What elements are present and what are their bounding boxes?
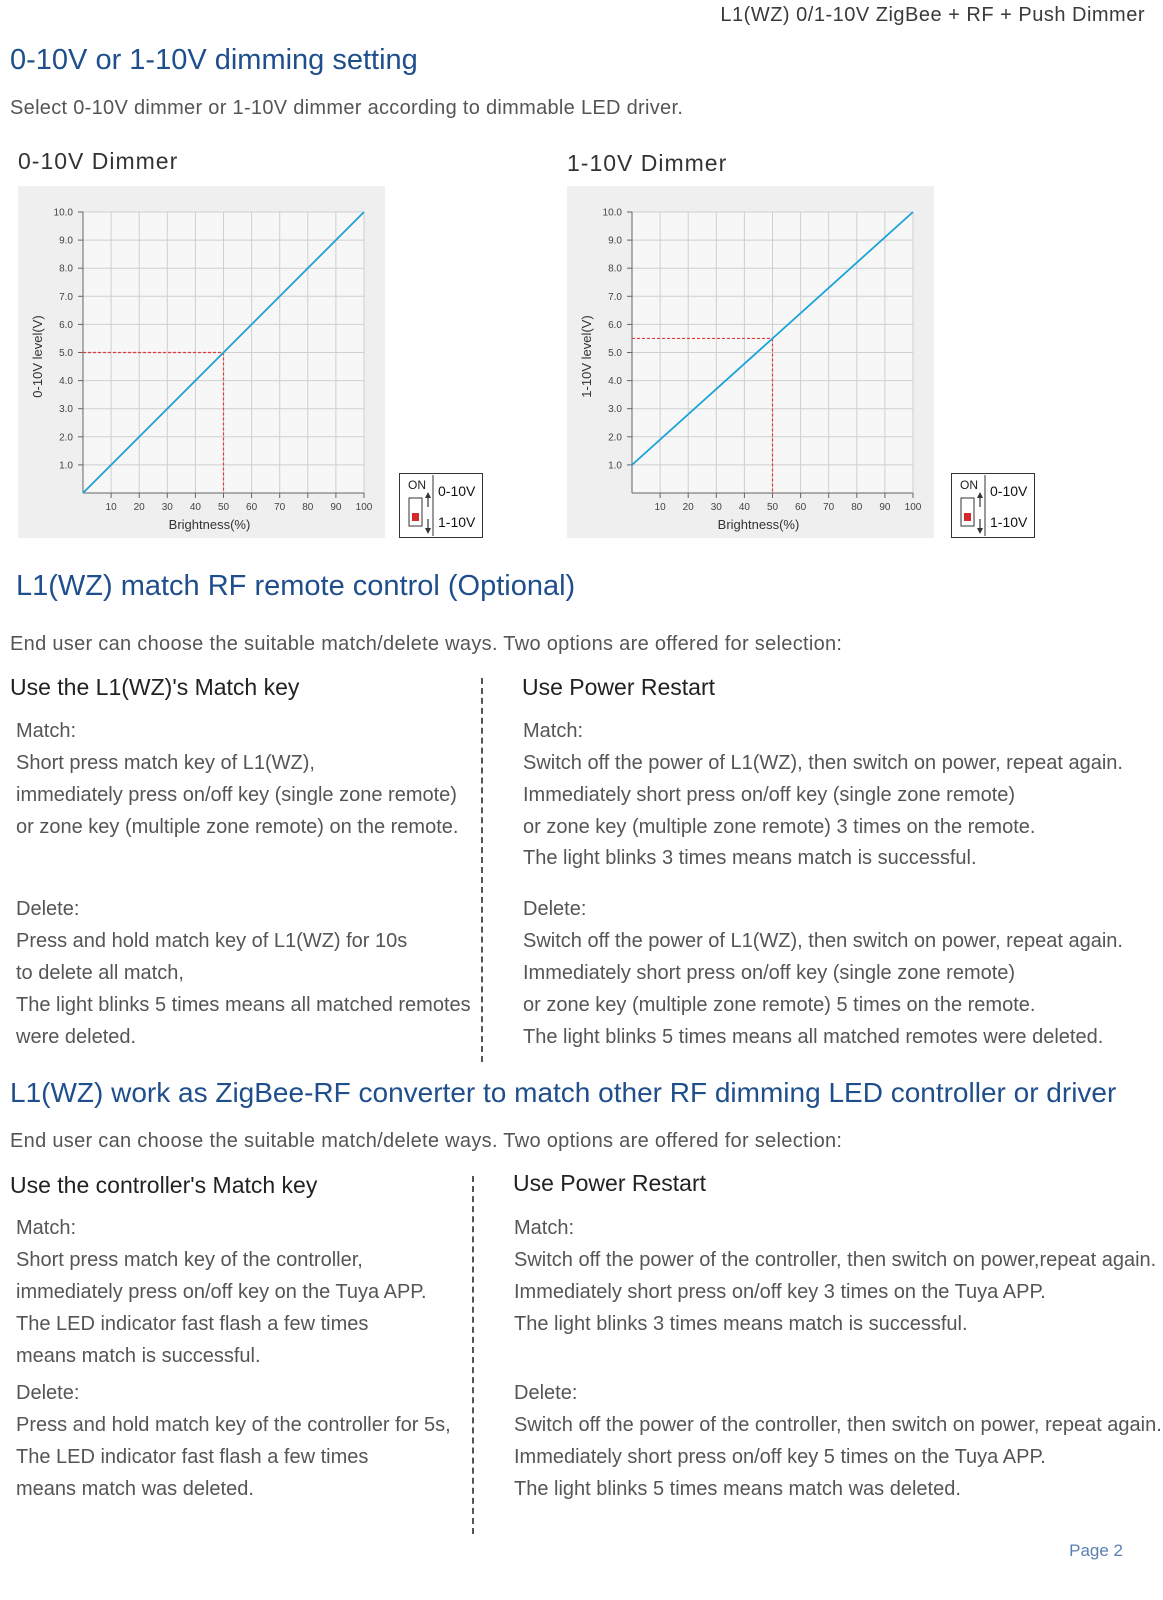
y-axis-label: 1-10V level(V): [579, 315, 594, 398]
section-title-rf-remote: L1(WZ) match RF remote control (Optional): [16, 570, 576, 602]
y-tick-label: 9.0: [608, 235, 622, 247]
delete-line: or zone key (multiple zone remote) 5 times on the remote.: [523, 994, 1036, 1016]
x-tick-label: 70: [274, 502, 286, 513]
y-tick-label: 10.0: [602, 207, 622, 219]
y-tick-label: 6.0: [59, 319, 73, 331]
chart-panel-0-10v: [18, 186, 385, 538]
delete-label: Delete:: [16, 1382, 80, 1404]
document-header: L1(WZ) 0/1-10V ZigBee + RF + Push Dimmer: [720, 4, 1145, 26]
switch-slot: [961, 498, 974, 526]
x-tick-label: 80: [302, 502, 314, 513]
match-line: immediately press on/off key (single zone remote): [16, 784, 457, 806]
section-title-dimming-setting: 0-10V or 1-10V dimming setting: [10, 44, 418, 76]
delete-line: The light blinks 5 times means match was deleted.: [514, 1478, 961, 1500]
match-label: Match:: [16, 1217, 77, 1239]
column-divider: [472, 1176, 474, 1534]
section-intro-converter: End user can choose the suitable match/delete ways. Two options are offered for selection:: [10, 1130, 843, 1152]
match-line: Short press match key of the controller,: [16, 1249, 363, 1271]
delete-label: Delete:: [16, 898, 80, 920]
delete-line: Press and hold match key of L1(WZ) for 10s: [16, 930, 408, 952]
page-number: Page 2: [1069, 1541, 1123, 1560]
delete-label: Delete:: [523, 898, 587, 920]
delete-line: means match was deleted.: [16, 1478, 254, 1500]
y-tick-label: 8.0: [608, 263, 622, 275]
delete-line: Immediately short press on/off key (single zone remote): [523, 962, 1016, 984]
y-tick-label: 2.0: [59, 432, 73, 444]
match-line: Short press match key of L1(WZ),: [16, 752, 315, 774]
match-line: The light blinks 3 times means match is successful.: [514, 1313, 968, 1335]
y-tick-label: 3.0: [608, 404, 622, 416]
dip-switch-1: [951, 473, 1035, 538]
chart-title-0-10v: 0-10V Dimmer: [18, 148, 179, 174]
y-tick-label: 4.0: [59, 376, 73, 388]
y-tick-label: 10.0: [53, 207, 73, 219]
x-tick-label: 60: [246, 502, 258, 513]
option-title-power-restart: Use Power Restart: [522, 674, 716, 700]
switch-label-bottom: 1-10V: [438, 514, 476, 530]
match-line: The light blinks 3 times means match is successful.: [523, 847, 977, 869]
y-tick-label: 1.0: [59, 460, 73, 472]
dip-switch-graphic: [952, 474, 1034, 537]
chart-1-10v: [567, 186, 934, 538]
chart-panel-1-10v: [567, 186, 934, 538]
option-title-match-key: Use the L1(WZ)'s Match key: [10, 674, 300, 700]
switch-label-top: 0-10V: [990, 483, 1028, 499]
delete-line: Switch off the power of the controller, then switch on power, repeat again.: [514, 1414, 1162, 1436]
y-tick-label: 1.0: [608, 460, 622, 472]
switch-on-label: ON: [960, 478, 978, 492]
section-title-zigbee-rf-converter: L1(WZ) work as ZigBee-RF converter to match other RF dimming LED controller or driver: [10, 1077, 1117, 1108]
switch-slot: [409, 498, 422, 526]
x-tick-label: 50: [766, 502, 779, 513]
delete-line: to delete all match,: [16, 962, 184, 984]
down-arrow-head-icon: [425, 528, 431, 534]
switch-knob: [964, 513, 971, 521]
x-tick-label: 70: [823, 502, 835, 513]
match-line: The LED indicator fast flash a few times: [16, 1313, 369, 1335]
switch-label-bottom: 1-10V: [990, 514, 1028, 530]
match-label: Match:: [523, 720, 584, 742]
section-intro-rf-remote: End user can choose the suitable match/delete ways. Two options are offered for selection:: [10, 633, 843, 655]
y-tick-label: 7.0: [608, 291, 622, 303]
match-line: or zone key (multiple zone remote) 3 times on the remote.: [523, 816, 1036, 838]
x-tick-label: 80: [851, 502, 863, 513]
x-tick-label: 40: [738, 502, 750, 513]
dip-switch-0: [399, 473, 483, 538]
y-axis-label: 0-10V level(V): [30, 315, 45, 398]
up-arrow-head-icon: [977, 492, 983, 498]
x-axis-label: Brightness(%): [717, 517, 800, 532]
delete-line: Switch off the power of L1(WZ), then switch on power, repeat again.: [523, 930, 1123, 952]
column-divider: [481, 678, 483, 1062]
x-tick-label: 10: [105, 502, 117, 513]
match-line: Switch off the power of the controller, then switch on power,repeat again.: [514, 1249, 1157, 1271]
option-title-controller-match-key: Use the controller's Match key: [10, 1172, 318, 1198]
x-tick-label: 100: [904, 502, 922, 513]
x-tick-label: 90: [330, 502, 342, 513]
match-line: Immediately short press on/off key 3 times on the Tuya APP.: [514, 1281, 1046, 1303]
down-arrow-head-icon: [977, 528, 983, 534]
x-tick-label: 10: [654, 502, 666, 513]
x-tick-label: 30: [161, 502, 173, 513]
y-tick-label: 5.0: [59, 348, 73, 359]
y-tick-label: 2.0: [608, 432, 622, 444]
y-tick-label: 3.0: [59, 404, 73, 416]
match-line: Immediately short press on/off key (single zone remote): [523, 784, 1016, 806]
y-tick-label: 5.0: [608, 348, 622, 359]
delete-line: Press and hold match key of the controller for 5s,: [16, 1414, 451, 1436]
chart-title-1-10v: 1-10V Dimmer: [567, 150, 728, 176]
y-tick-label: 4.0: [608, 376, 622, 388]
match-label: Match:: [514, 1217, 575, 1239]
y-tick-label: 6.0: [608, 319, 622, 331]
option-title-power-restart: Use Power Restart: [513, 1170, 707, 1196]
switch-on-label: ON: [408, 478, 426, 492]
y-tick-label: 9.0: [59, 235, 73, 247]
y-tick-label: 7.0: [59, 291, 73, 303]
x-axis-label: Brightness(%): [168, 517, 251, 532]
x-tick-label: 60: [795, 502, 807, 513]
delete-line: Immediately short press on/off key 5 times on the Tuya APP.: [514, 1446, 1046, 1468]
switch-knob: [412, 513, 419, 521]
match-label: Match:: [16, 720, 77, 742]
x-tick-label: 30: [710, 502, 722, 513]
chart-0-10v: [18, 186, 385, 538]
switch-label-top: 0-10V: [438, 483, 476, 499]
delete-label: Delete:: [514, 1382, 578, 1404]
y-tick-label: 8.0: [59, 263, 73, 275]
x-tick-label: 90: [879, 502, 891, 513]
x-tick-label: 20: [682, 502, 694, 513]
x-tick-label: 40: [189, 502, 201, 513]
up-arrow-head-icon: [425, 492, 431, 498]
match-line: or zone key (multiple zone remote) on the remote.: [16, 816, 459, 838]
delete-line: The light blinks 5 times means all matched remotes: [16, 994, 471, 1016]
dip-switch-graphic: [400, 474, 482, 537]
match-line: Switch off the power of L1(WZ), then switch on power, repeat again.: [523, 752, 1123, 774]
delete-line: The LED indicator fast flash a few times: [16, 1446, 369, 1468]
x-tick-label: 50: [217, 502, 230, 513]
match-line: immediately press on/off key on the Tuya APP.: [16, 1281, 427, 1303]
section-intro-dimming: Select 0-10V dimmer or 1-10V dimmer according to dimmable LED driver.: [10, 97, 684, 119]
delete-line: The light blinks 5 times means all matched remotes were deleted.: [523, 1026, 1104, 1048]
x-tick-label: 100: [355, 502, 373, 513]
match-line: means match is successful.: [16, 1345, 261, 1367]
delete-line: were deleted.: [16, 1026, 137, 1048]
x-tick-label: 20: [133, 502, 145, 513]
